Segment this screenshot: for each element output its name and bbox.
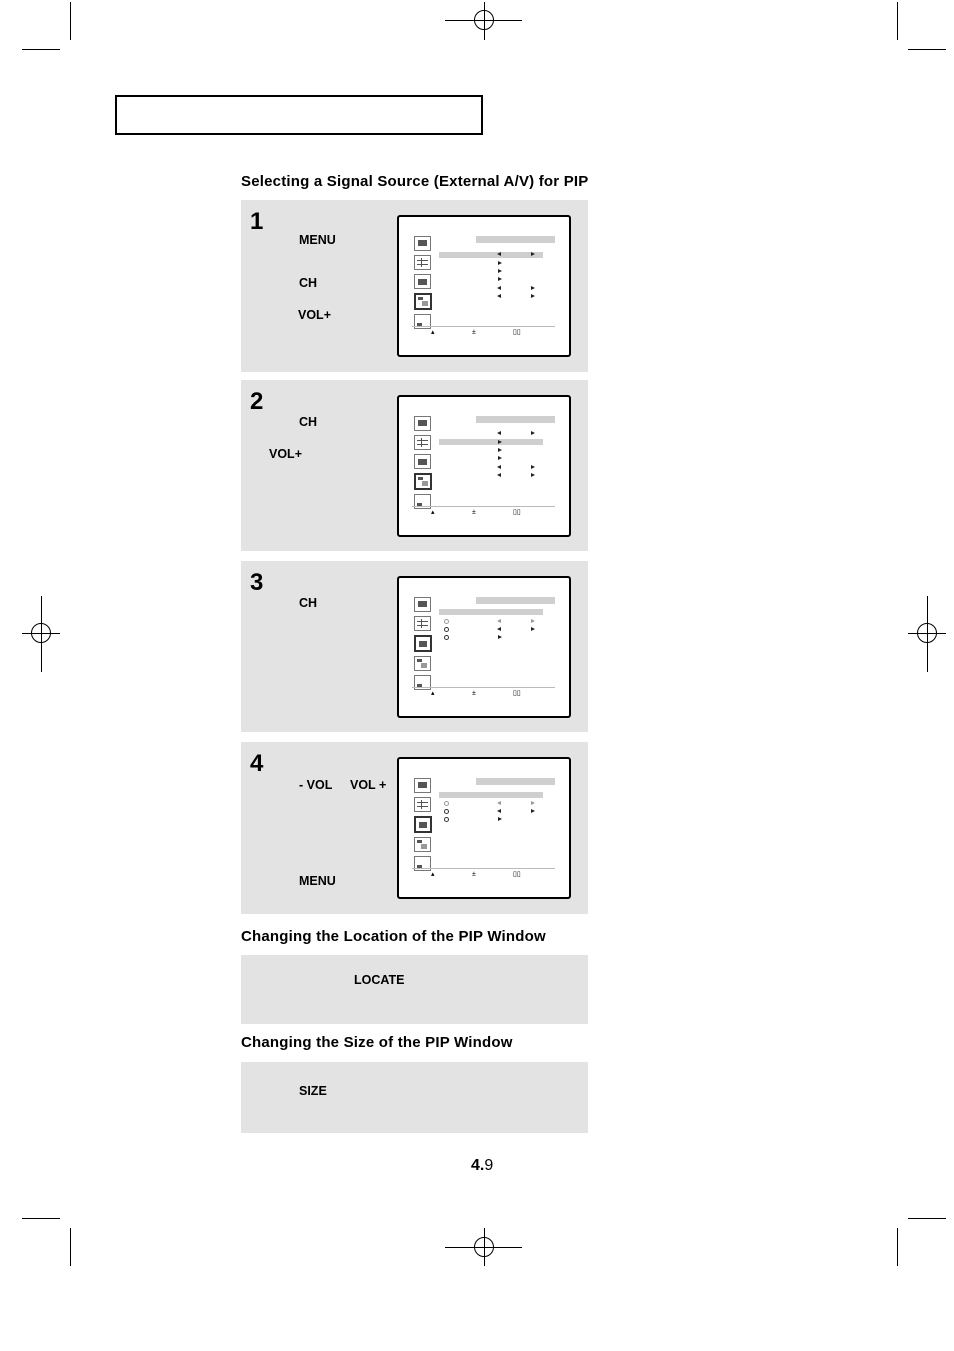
sound-icon: [414, 797, 431, 812]
ch-button-label: CH: [299, 596, 318, 610]
header-box: [115, 95, 483, 135]
osd-menu: [412, 414, 555, 518]
osd-menu: [412, 234, 555, 338]
menu-bars-icon: ▯▯: [513, 329, 521, 336]
page-number: [471, 1157, 493, 1175]
menu-bars-icon: ▯▯: [513, 690, 521, 697]
crop-mark: [897, 2, 898, 40]
sound-icon: [414, 435, 431, 450]
pip-icon: [414, 473, 432, 490]
step-panel-1: [241, 200, 588, 372]
crop-mark: [22, 1218, 60, 1219]
picture-icon: [414, 778, 431, 793]
vol-plus-button-label: VOL+: [269, 447, 302, 461]
channel-icon: [414, 454, 431, 469]
step-panel-3: [241, 561, 588, 732]
crop-mark: [22, 49, 60, 50]
menu-button-label: MENU: [299, 233, 336, 247]
plus-minus-icon: ±: [472, 690, 476, 697]
menu-bars-icon: ▯▯: [513, 509, 521, 516]
section-title-signal-source: Selecting a Signal Source (External A/V) for PIP: [241, 173, 589, 190]
plus-minus-icon: ±: [472, 509, 476, 516]
picture-icon: [414, 416, 431, 431]
crop-mark: [70, 2, 71, 40]
channel-icon: [414, 816, 432, 833]
sound-icon: [414, 616, 431, 631]
menu-bars-icon: ▯▯: [513, 871, 521, 878]
step-number: 2: [250, 388, 264, 415]
picture-icon: [414, 236, 431, 251]
channel-icon: [414, 635, 432, 652]
tv-screen: [397, 395, 571, 537]
osd-menu: [412, 776, 555, 880]
up-down-icon: ▴: [431, 690, 435, 697]
tv-screen: [397, 757, 571, 899]
crop-mark: [70, 1228, 71, 1266]
step-number: 1: [250, 208, 264, 235]
channel-icon: [414, 274, 431, 289]
vol-plus-button-label: VOL+: [298, 308, 331, 322]
plus-minus-icon: ±: [472, 329, 476, 336]
locate-panel: [241, 955, 588, 1024]
ch-button-label: CH: [299, 276, 318, 290]
up-down-icon: ▴: [431, 509, 435, 516]
up-down-icon: ▴: [431, 871, 435, 878]
vol-plus-button-label: VOL +: [350, 778, 387, 792]
crop-mark: [908, 49, 946, 50]
picture-icon: [414, 597, 431, 612]
tv-screen: [397, 215, 571, 357]
up-down-icon: ▴: [431, 329, 435, 336]
page-number-value: 9: [484, 1157, 494, 1174]
pip-icon: [414, 656, 431, 671]
sound-icon: [414, 255, 431, 270]
step-number: 3: [250, 569, 264, 596]
crop-mark: [897, 1228, 898, 1266]
step-panel-4: [241, 742, 588, 914]
size-panel: [241, 1062, 588, 1133]
ch-button-label: CH: [299, 415, 318, 429]
tv-screen: [397, 576, 571, 718]
pip-icon: [414, 837, 431, 852]
size-button-label: SIZE: [299, 1084, 327, 1098]
section-title-size: Changing the Size of the PIP Window: [241, 1034, 513, 1051]
chapter-number: 4.: [471, 1157, 485, 1174]
pip-icon: [414, 293, 432, 310]
step-panel-2: [241, 380, 588, 551]
crop-mark: [908, 1218, 946, 1219]
osd-menu: [412, 595, 555, 699]
step-number: 4: [250, 750, 264, 777]
section-title-location: Changing the Location of the PIP Window: [241, 928, 546, 945]
vol-minus-button-label: - VOL: [299, 778, 333, 792]
menu-button-label: MENU: [299, 874, 336, 888]
locate-button-label: LOCATE: [354, 973, 405, 987]
plus-minus-icon: ±: [472, 871, 476, 878]
